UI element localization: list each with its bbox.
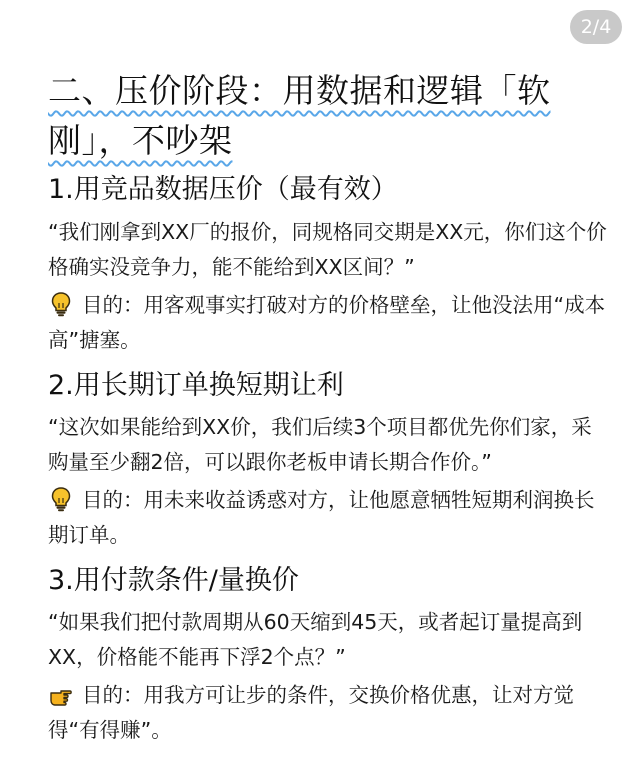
- section-purpose-row-3: [48, 678, 608, 748]
- page-heading: 二、压价阶段：用数据和逻辑「软刚」，不吵架: [48, 71, 551, 160]
- section-title-3: 3.用付款条件/量换价: [48, 565, 299, 596]
- lightbulb-icon: [48, 291, 74, 317]
- page-indicator: 2/4: [570, 10, 622, 44]
- section-title-1: 1.用竞品数据压价（最有效）: [48, 174, 398, 205]
- section-title-2: 2.用长期订单换短期让利: [48, 370, 344, 401]
- section-quote-3: “如果我们把付款周期从60天缩到45天，或者起订量提高到XX，价格能不能再下浮2个点？”: [48, 610, 583, 669]
- section-purpose-row-1: [48, 288, 608, 358]
- lightbulb-icon: [48, 486, 74, 512]
- section-purpose-1: 目的：用客观事实打破对方的价格壁垒，让他没法用“成本高”搪塞。: [48, 293, 606, 352]
- section-purpose-2: 目的：用未来收益诱惑对方，让他愿意牺牲短期利润换长期订单。: [48, 488, 595, 547]
- section-purpose-row-2: [48, 483, 608, 553]
- pointing-hand-icon: [48, 681, 74, 707]
- section-quote-1: “我们刚拿到XX厂的报价，同规格同交期是XX元，你们这个价格确实没竞争力，能不能给到XX区间？”: [48, 220, 607, 279]
- section-purpose-3: 目的：用我方可让步的条件，交换价格优惠，让对方觉得“有得赚”。: [48, 683, 574, 742]
- section-quote-2: “这次如果能给到XX价，我们后续3个项目都优先你们家，采购量至少翻2倍，可以跟你老板申请长期合作价。”: [48, 415, 592, 474]
